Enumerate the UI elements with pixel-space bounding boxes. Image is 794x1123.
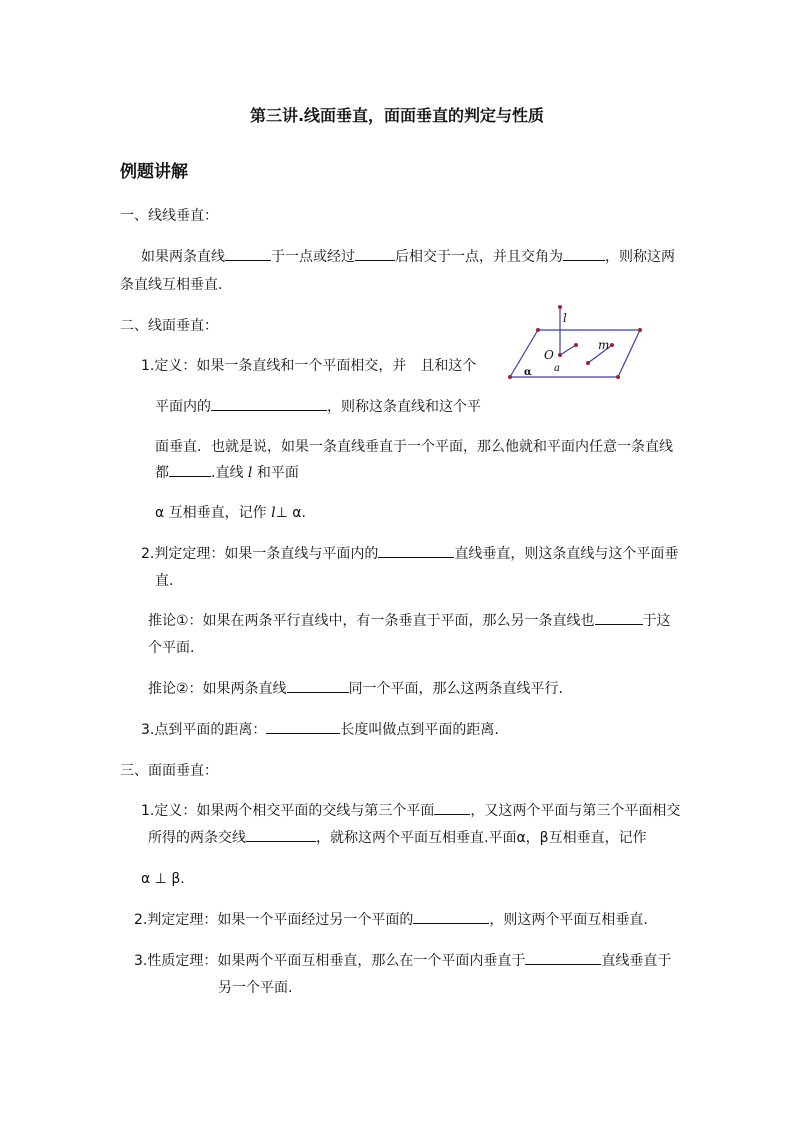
s1-heading: 一、线线垂直：	[120, 208, 218, 224]
s2-theorem-line1	[141, 544, 678, 564]
text: 2.判定定理：如果一条直线与平面内的	[141, 546, 379, 562]
fill-blank[interactable]	[225, 247, 271, 261]
text: α 互相垂直，记作	[155, 505, 272, 521]
text: 和平面	[252, 465, 299, 481]
text: 1.定义：如果两个相交平面的交线与第三个平面	[141, 803, 435, 819]
text: 长度叫做点到平面的距离.	[340, 722, 499, 738]
s2-corollary2	[148, 679, 563, 699]
s3-definition-line1	[141, 801, 680, 821]
line-symbol-l: l	[271, 505, 276, 521]
section-heading: 例题讲解	[120, 162, 188, 182]
s3-theorem	[134, 910, 648, 930]
point	[610, 343, 614, 347]
plane-corner-point	[536, 328, 540, 332]
s2-definition-line4	[155, 463, 299, 483]
s2-theorem-line2: 直.	[155, 573, 174, 589]
s3-definition-line3: α ⊥ β.	[141, 871, 185, 887]
text: 3.性质定理：如果两个平面互相垂直，那么在一个平面内垂直于	[134, 953, 526, 969]
text: ⊥ α.	[275, 505, 306, 521]
s2-corollary1-line1	[148, 611, 671, 631]
text: 直线垂直于	[601, 953, 672, 969]
plane-perpendicular-figure	[500, 295, 660, 390]
fill-blank[interactable]	[434, 801, 470, 815]
label-l: l	[563, 311, 567, 325]
text: 2.判定定理：如果一个平面经过另一个平面的	[134, 912, 414, 928]
fill-blank[interactable]	[169, 463, 211, 477]
label-m: m	[598, 338, 610, 352]
text: ，则这两个平面互相垂直.	[489, 912, 648, 928]
plane-corner-point	[616, 375, 620, 379]
text: 3.点到平面的距离：	[141, 722, 267, 738]
s2-definition-line2	[155, 397, 481, 417]
point	[558, 305, 562, 309]
plane-corner-point	[508, 375, 512, 379]
point-o	[558, 353, 562, 357]
label-o: O	[544, 348, 554, 362]
s1-paragraph-line1	[141, 247, 675, 267]
text: 所得的两条交线	[148, 830, 246, 846]
line-symbol-l: l	[247, 465, 253, 481]
fill-blank[interactable]	[287, 679, 349, 693]
label-alpha: α	[524, 367, 532, 378]
s2-heading: 二、线面垂直：	[120, 318, 218, 334]
s3-property-line1	[134, 951, 671, 971]
text: .直线	[211, 465, 248, 481]
text: ，则称这条直线和这个平	[327, 399, 481, 415]
text: 推论②：如果两条直线	[148, 681, 287, 697]
s3-heading: 三、面面垂直：	[120, 763, 218, 779]
s3-definition-line2	[148, 828, 647, 848]
fill-blank[interactable]	[413, 910, 489, 924]
fill-blank[interactable]	[211, 397, 327, 411]
text: ，则称这两	[605, 249, 675, 265]
text: 同一个平面，那么这两条直线平行.	[348, 681, 564, 697]
text: 如果两条直线	[141, 249, 225, 265]
text: ，就称这两个平面互相垂直.平面α，β互相垂直，记作	[316, 830, 647, 846]
text: 推论①：如果在两条平行直线中，有一条垂直于平面，那么另一条直线也	[148, 613, 595, 629]
fill-blank[interactable]	[595, 611, 643, 625]
fill-blank[interactable]	[246, 828, 316, 842]
text: 直线垂直，则这条直线与这个平面垂	[454, 546, 679, 562]
text: 后相交于一点，并且交角为	[395, 249, 563, 265]
s2-definition-line1: 1.定义：如果一条直线和一个平面相交，并 且和这个	[141, 358, 477, 374]
plane-corner-point	[638, 328, 642, 332]
text: 于这	[642, 613, 671, 629]
text: 都	[155, 465, 169, 481]
page-title: 第三讲.线面垂直，面面垂直的判定与性质	[249, 106, 545, 125]
s2-corollary1-line2: 个平面.	[148, 640, 195, 656]
s3-property-line2: 另一个平面.	[218, 980, 293, 996]
point	[574, 343, 578, 347]
s2-definition-line3: 面垂直．也就是说，如果一条直线垂直于一个平面，那么他就和平面内任意一条直线	[155, 439, 673, 455]
line-a	[560, 345, 576, 355]
s1-paragraph-line2: 条直线互相垂直.	[120, 277, 223, 293]
s2-definition-line5	[155, 503, 306, 523]
point	[586, 361, 590, 365]
text: 平面内的	[155, 399, 211, 415]
fill-blank[interactable]	[563, 247, 605, 261]
text: 于一点或经过	[271, 249, 355, 265]
fill-blank[interactable]	[355, 247, 395, 261]
text: ，又这两个平面与第三个平面相交	[470, 803, 681, 819]
label-a: a	[554, 363, 560, 374]
fill-blank[interactable]	[266, 720, 340, 734]
fill-blank[interactable]	[378, 544, 454, 558]
s2-distance	[141, 720, 499, 740]
fill-blank[interactable]	[525, 951, 601, 965]
